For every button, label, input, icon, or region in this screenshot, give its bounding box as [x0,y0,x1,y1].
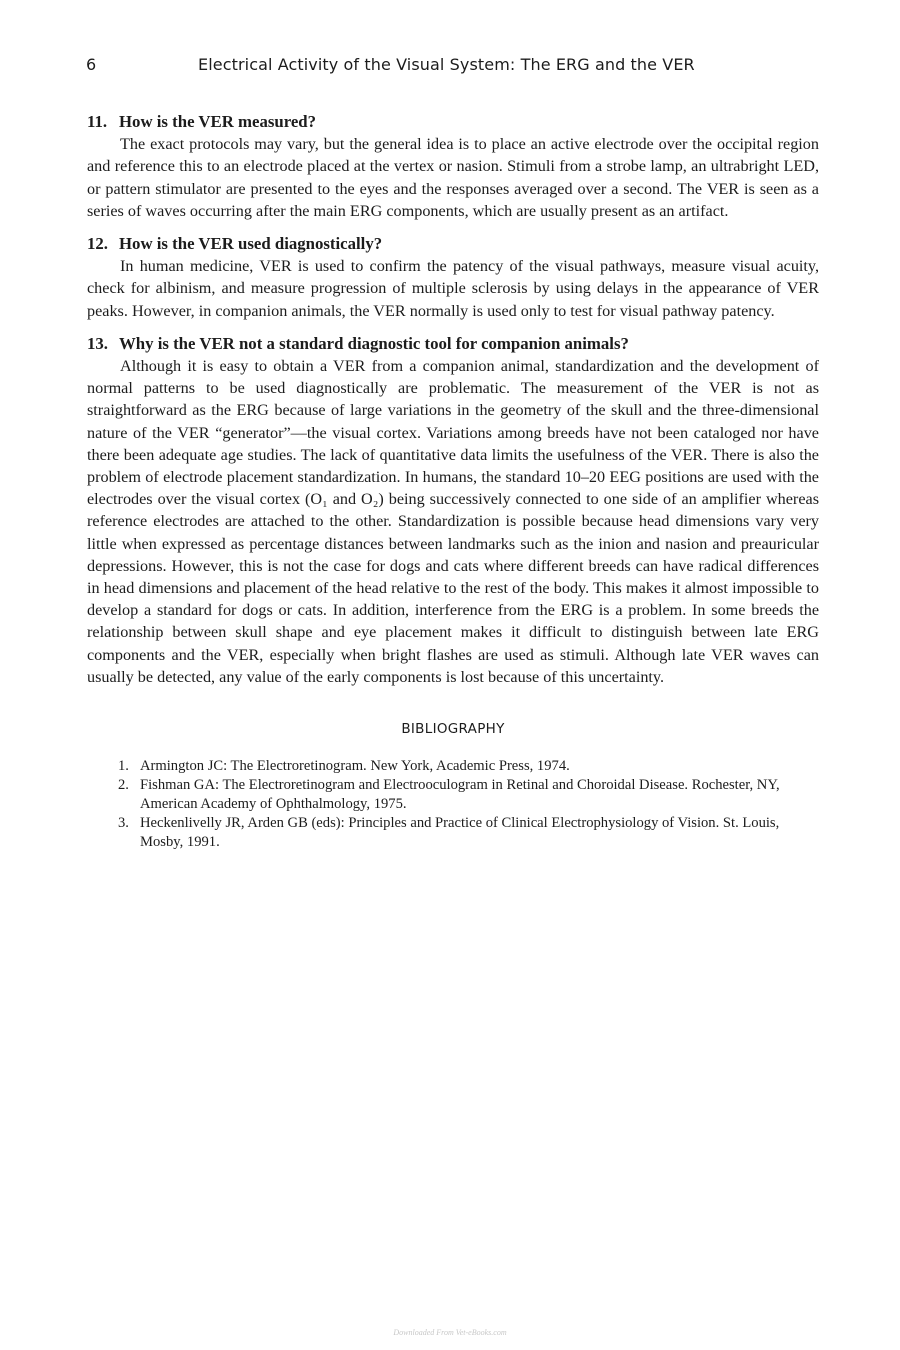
bibliography-text: Heckenlivelly JR, Arden GB (eds): Principles and Practice of Clinical Electrophysiology of Vision. St. Louis, Mosby, 1991. [140,815,780,851]
bibliography-number: 3. [118,815,129,832]
answer-paragraph: In human medicine, VER is used to confirm the patency of the visual pathways, measure visual acuity, check for albinism, and measure progression of multiple sclerosis by using delays in the appearance of VER peaks. However, in companion animals, the VER normally is used only to test for visual pathway patency. [87,257,819,320]
answer-paragraph: Although it is easy to obtain a VER from a companion animal, standardization and the development of normal patterns to be used diagnostically are problematic. The measurement of the VER is not as straightforward as the ERG because of large variations in the geometry of the skull and the three-dimensional nature of the VER “generator”—the visual cortex. Variations among breeds have not been cataloged nor have there been adequate age studies. The lack of quantitative data limits the usefulness of the VER. There is also the problem of electrode placement standardization. In humans, the standard 10–20 EEG positions are used with the electrodes over the visual cortex (O₁ and O₂) being successively connected to one side of an amplifier whereas reference electrodes are attached to the other. Standardization is possible because head dimensions vary very little when expressed as percentage distances between landmarks such as the inion and nasion and preauricular depressions. However, this is not the case for dogs and cats where different breeds can have radical differences in head dimensions and placement of the head relative to the rest of the body. This makes it almost impossible to develop a standard for dogs or cats. In addition, interference from the ERG is a problem. In some breeds the relationship between skull shape and eye placement makes it difficult to distinguish between late ERG components and the VER, especially when bright flashes are used as stimuli. Although late VER waves can usually be detected, any value of the early components is lost because of this uncertainty. [87,357,819,686]
question-text: How is the VER measured? [119,112,317,131]
bibliography-item [87,776,819,814]
bibliography-item [87,757,819,776]
running-head [0,55,900,79]
question-section-11 [87,111,819,222]
page-content [87,111,819,852]
bibliography-text: Fishman GA: The Electroretinogram and Electrooculogram in Retinal and Choroidal Disease. Rochester, NY, American Academy of Ophthalmology, 1975. [140,777,780,813]
question-number: 12. [87,234,108,254]
bibliography-number: 1. [118,758,129,775]
bibliography-number: 2. [118,777,129,794]
bibliography-item [87,814,819,852]
question-number: 13. [87,333,108,353]
page-number: 6 [86,55,97,74]
download-watermark: Downloaded From Vet-eBooks.com [393,1328,507,1337]
bibliography-list [87,757,819,852]
bibliography-heading: BIBLIOGRAPHY [401,721,505,738]
bibliography-text: Armington JC: The Electroretinogram. New York, Academic Press, 1974. [140,758,570,775]
running-title: Electrical Activity of the Visual System: The ERG and the VER [198,55,695,74]
question-section-13 [87,333,819,688]
answer-paragraph: The exact protocols may vary, but the general idea is to place an active electrode over the occipital region and reference this to an electrode placed at the vertex or nasion. Stimuli from a strobe lamp, an ultrabright LED, or pattern stimulator are presented to the eyes and the responses averaged over a second. The VER is seen as a series of waves occurring after the main ERG components, which are usually present as an artifact. [87,135,819,220]
question-heading [87,333,819,355]
question-number: 11. [87,112,108,131]
question-heading [87,233,819,255]
question-text: How is the VER used diagnostically? [119,234,383,254]
question-section-12 [87,233,819,322]
question-text: Why is the VER not a standard diagnostic tool for companion animals? [119,333,629,353]
question-heading [87,111,819,133]
